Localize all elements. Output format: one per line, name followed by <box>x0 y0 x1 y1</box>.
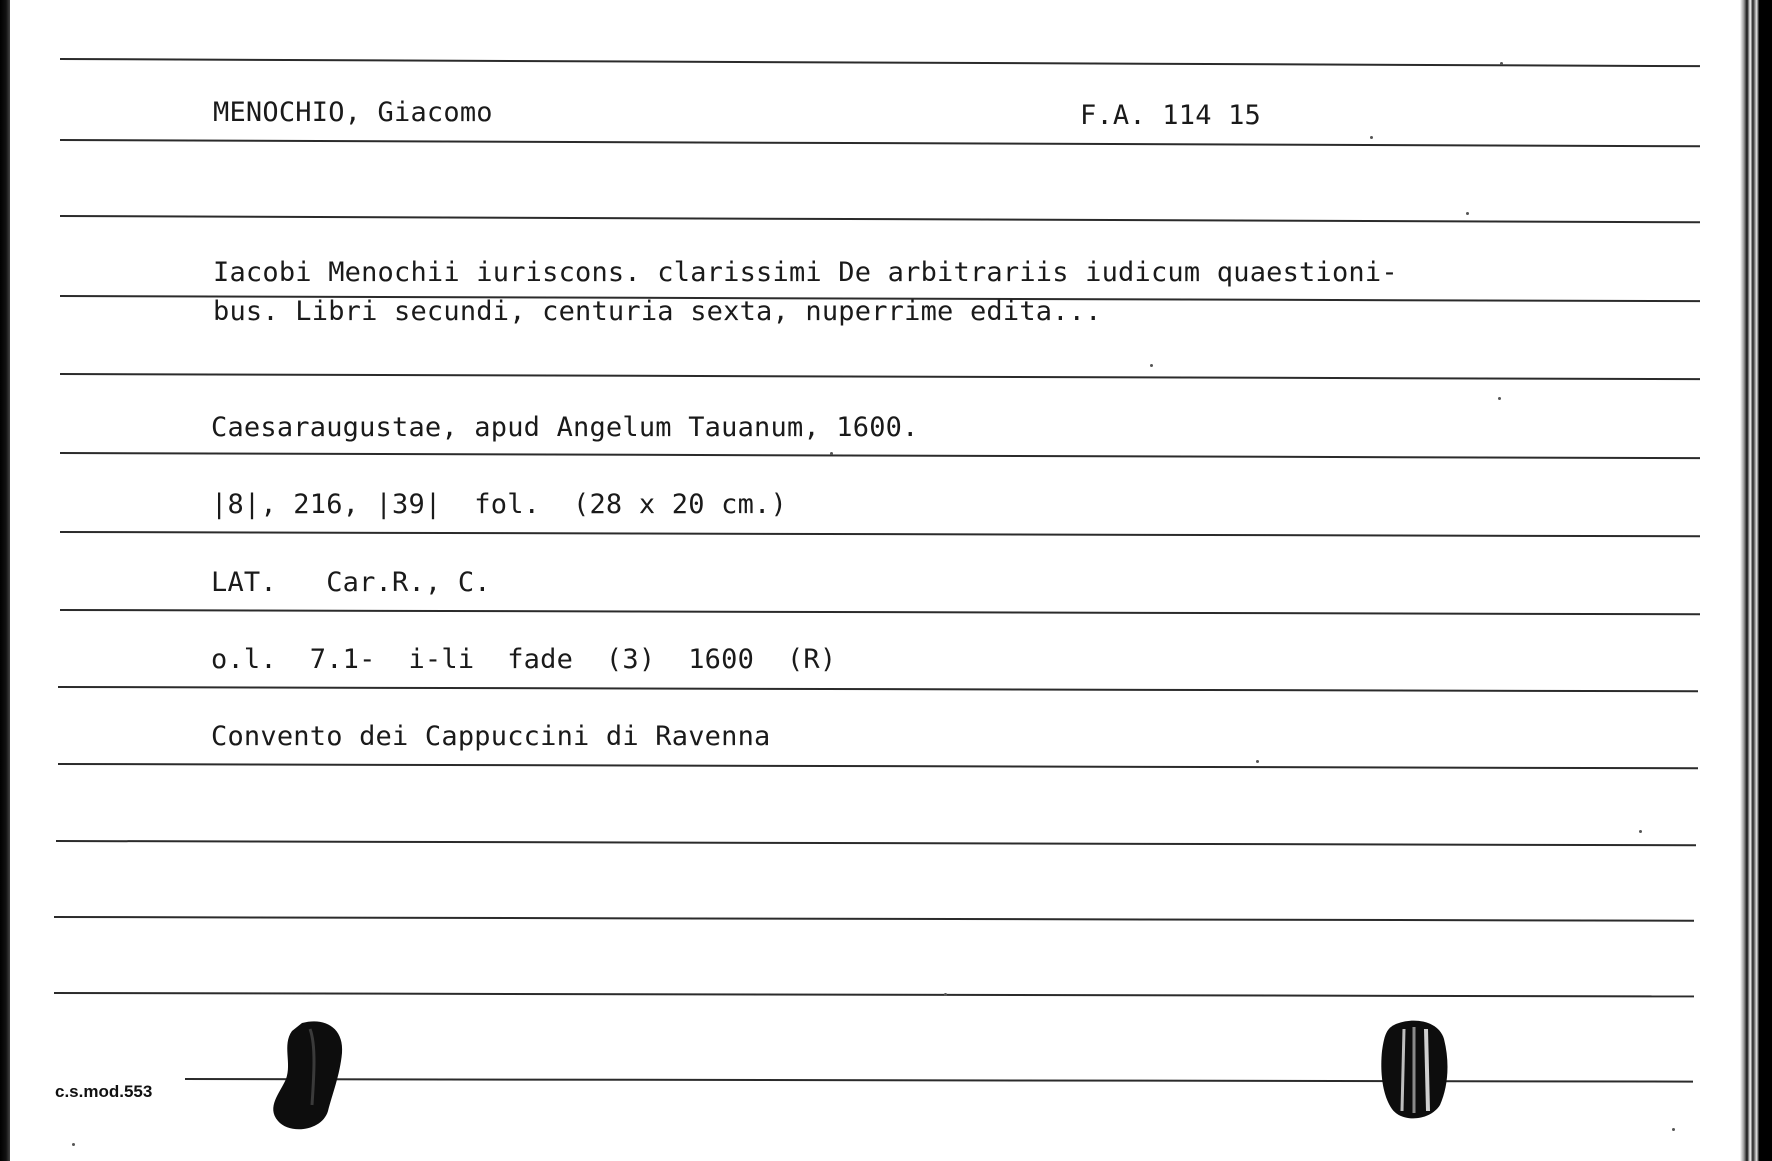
title-line-2: bus. Libri secundi, centuria sexta, nuperrime edita... <box>213 296 1102 327</box>
dust-speck <box>1672 1128 1675 1131</box>
ruled-line <box>54 992 1694 997</box>
ruled-line <box>60 452 1700 459</box>
ruled-line <box>185 1078 1693 1083</box>
card-left-edge <box>0 0 10 1161</box>
dust-speck <box>1466 212 1469 215</box>
dust-speck <box>830 452 833 455</box>
language-location: LAT. Car.R., C. <box>211 567 491 598</box>
fingerprint: o.l. 7.1- i-li fade (3) 1600 (R) <box>211 644 837 675</box>
collation: |8|, 216, |39| fol. (28 x 20 cm.) <box>211 489 787 520</box>
punch-hole-right <box>1372 1015 1462 1125</box>
shelfmark: F.A. 114 15 <box>1080 100 1262 131</box>
ruled-line <box>54 916 1694 922</box>
dust-speck <box>1498 397 1501 400</box>
ruled-line <box>58 763 1698 769</box>
punch-hole-left <box>262 1015 362 1135</box>
ruled-line <box>60 373 1700 380</box>
ruled-line <box>60 139 1700 147</box>
ruled-line <box>60 531 1700 537</box>
dust-speck <box>1370 136 1373 139</box>
dust-speck <box>1256 760 1259 763</box>
card-right-edge <box>1740 0 1772 1161</box>
ruled-line <box>60 58 1700 67</box>
title-line-1: Iacobi Menochii iuriscons. clarissimi De arbitrariis iudicum quaestioni- <box>213 257 1398 288</box>
heading-author: MENOCHIO, Giacomo <box>213 97 493 128</box>
dust-speck <box>1639 830 1642 833</box>
dust-speck <box>72 1143 75 1146</box>
ruled-line <box>60 215 1700 223</box>
ruled-line <box>56 840 1696 846</box>
dust-speck <box>944 993 947 996</box>
imprint: Caesaraugustae, apud Angelum Tauanum, 1600. <box>211 412 919 443</box>
ruled-line <box>58 686 1698 692</box>
dust-speck <box>1500 62 1503 65</box>
form-code: c.s.mod.553 <box>55 1082 153 1101</box>
provenance: Convento dei Cappuccini di Ravenna <box>211 721 771 752</box>
ruled-line <box>60 609 1700 615</box>
dust-speck <box>1150 364 1153 367</box>
